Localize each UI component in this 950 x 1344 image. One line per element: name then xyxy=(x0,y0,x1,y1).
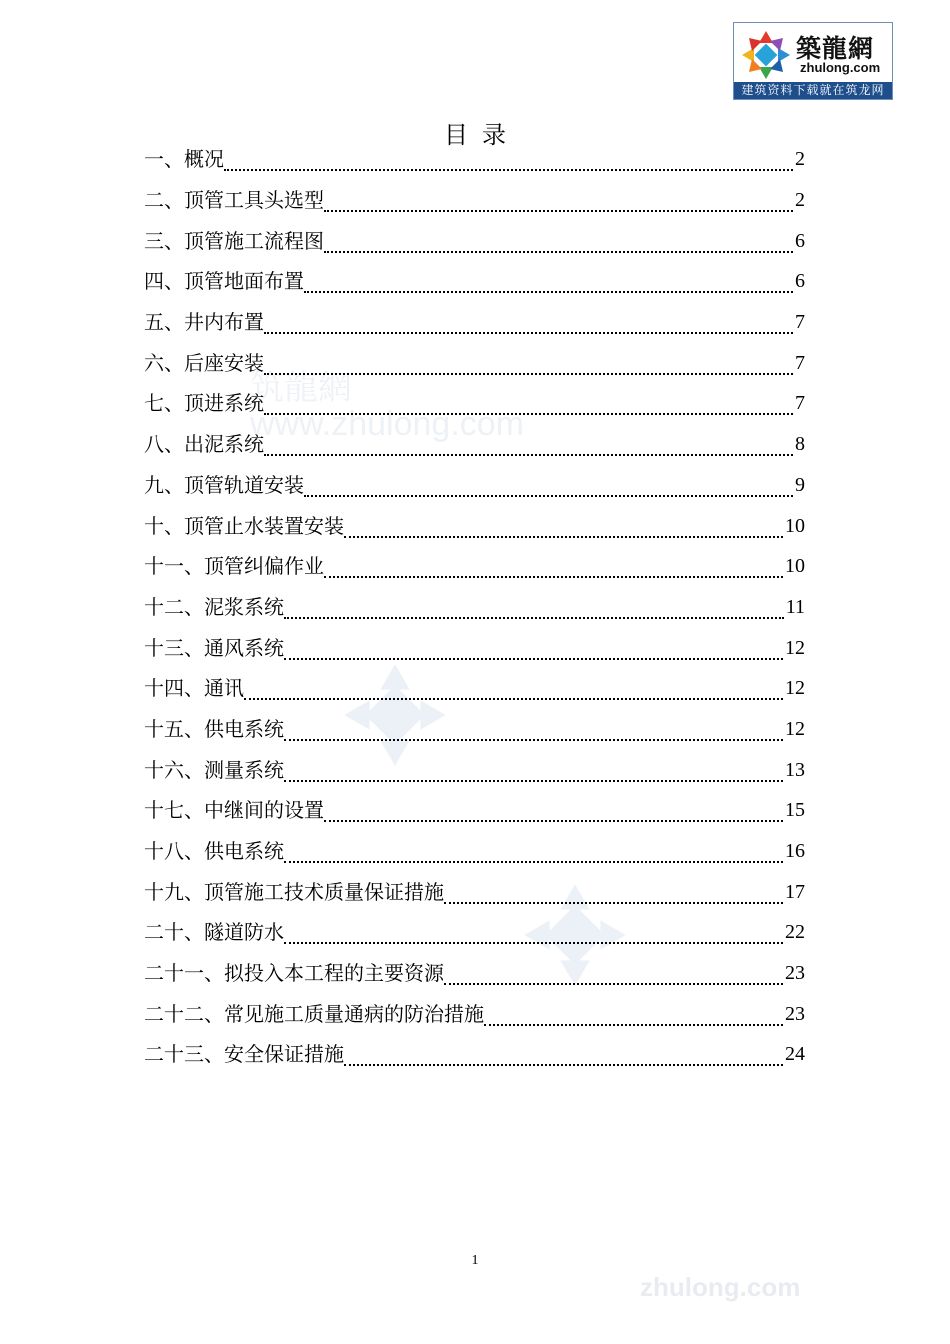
toc-entry[interactable] xyxy=(144,383,805,424)
toc-dot-leader xyxy=(304,267,793,293)
toc-entry-label: 一、概况 xyxy=(144,147,224,172)
toc-dot-leader xyxy=(244,674,783,700)
toc-dot-leader xyxy=(284,715,783,741)
toc-entry-label: 九、顶管轨道安装 xyxy=(144,472,304,497)
toc-entry-label: 三、顶管施工流程图 xyxy=(144,228,324,253)
toc-dot-leader xyxy=(444,959,783,985)
toc-entry[interactable] xyxy=(144,790,805,831)
toc-entry-label: 十一、顶管纠偏作业 xyxy=(144,554,324,579)
toc-entry-page: 16 xyxy=(785,840,805,863)
toc-entry-label: 八、出泥系统 xyxy=(144,432,264,457)
toc-entry-label: 四、顶管地面布置 xyxy=(144,269,304,294)
toc-entry[interactable] xyxy=(144,505,805,546)
toc-dot-leader xyxy=(344,512,783,538)
toc-entry-label: 二十、隧道防水 xyxy=(144,920,284,945)
toc-entry-label: 十六、测量系统 xyxy=(144,757,284,782)
toc-entry[interactable] xyxy=(144,709,805,750)
toc-dot-leader xyxy=(284,918,783,944)
flower-logo-icon xyxy=(740,29,792,81)
toc-entry-label: 十九、顶管施工技术质量保证措施 xyxy=(144,879,444,904)
toc-dot-leader xyxy=(324,186,793,212)
toc-dot-leader xyxy=(284,593,784,619)
toc-entry-page: 6 xyxy=(795,270,805,293)
toc-dot-leader xyxy=(344,1040,783,1066)
toc-entry-label: 二十三、安全保证措施 xyxy=(144,1042,344,1067)
toc-entry-page: 11 xyxy=(785,595,805,618)
toc-entry-page: 7 xyxy=(795,351,805,374)
toc-entry-page: 17 xyxy=(785,880,805,903)
toc-entry[interactable] xyxy=(144,220,805,261)
toc-entry-page: 10 xyxy=(785,555,805,578)
toc-entry-page: 9 xyxy=(795,473,805,496)
toc-dot-leader xyxy=(304,471,793,497)
watermark-url: www.zhulong.com xyxy=(250,405,525,443)
toc-entry[interactable] xyxy=(144,180,805,221)
toc-entry-page: 12 xyxy=(785,677,805,700)
logo-brand-cn: 築龍網 xyxy=(796,34,875,63)
watermark-brand: 筑龍網 xyxy=(250,369,352,407)
toc-entry-page: 22 xyxy=(785,921,805,944)
toc-entry-label: 二十二、常见施工质量通病的防治措施 xyxy=(144,1001,484,1026)
toc-title: 目录 xyxy=(444,121,520,149)
toc-entry[interactable] xyxy=(144,993,805,1034)
toc-entry[interactable] xyxy=(144,912,805,953)
toc-dot-leader xyxy=(284,756,783,782)
toc-entry[interactable] xyxy=(144,465,805,506)
toc-entry-label: 二十一、拟投入本工程的主要资源 xyxy=(144,961,444,986)
toc-dot-leader xyxy=(284,634,783,660)
toc-entry-page: 6 xyxy=(795,229,805,252)
toc-entry[interactable] xyxy=(144,261,805,302)
toc-entry[interactable] xyxy=(144,668,805,709)
toc-entry-label: 十四、通讯 xyxy=(144,676,244,701)
toc-entry-page: 23 xyxy=(785,962,805,985)
toc-entry-page: 12 xyxy=(785,717,805,740)
toc-dot-leader xyxy=(444,878,783,904)
logo-brand-en: zhulong.com xyxy=(800,60,881,75)
toc-entry[interactable] xyxy=(144,1034,805,1075)
toc-dot-leader xyxy=(484,1000,783,1026)
toc-entry-page: 24 xyxy=(785,1043,805,1066)
toc-entry[interactable] xyxy=(144,342,805,383)
toc-entry-label: 十五、供电系统 xyxy=(144,716,284,741)
toc-entry-page: 12 xyxy=(785,636,805,659)
toc-dot-leader xyxy=(324,552,783,578)
toc-dot-leader xyxy=(224,145,793,171)
toc-dot-leader xyxy=(264,349,793,375)
toc-entry[interactable] xyxy=(144,953,805,994)
toc-entry-label: 五、井内布置 xyxy=(144,310,264,335)
toc-entry-page: 2 xyxy=(795,189,805,212)
toc-list xyxy=(144,139,805,1075)
toc-entry[interactable] xyxy=(144,749,805,790)
toc-dot-leader xyxy=(284,837,783,863)
toc-entry[interactable] xyxy=(144,831,805,872)
toc-entry-page: 7 xyxy=(795,311,805,334)
toc-entry-label: 十、顶管止水装置安装 xyxy=(144,513,344,538)
toc-entry-page: 23 xyxy=(785,1002,805,1025)
toc-entry-page: 7 xyxy=(795,392,805,415)
page-number: 1 xyxy=(471,1253,479,1268)
toc-entry-label: 二、顶管工具头选型 xyxy=(144,188,324,213)
toc-entry-page: 10 xyxy=(785,514,805,537)
zhulong-logo xyxy=(733,22,893,100)
toc-entry-label: 六、后座安装 xyxy=(144,350,264,375)
toc-dot-leader xyxy=(264,389,793,415)
toc-entry-label: 十七、中继间的设置 xyxy=(144,798,324,823)
footer-watermark: zhulong.com xyxy=(640,1272,801,1302)
toc-dot-leader xyxy=(264,430,793,456)
toc-dot-leader xyxy=(264,308,793,334)
toc-entry[interactable] xyxy=(144,424,805,465)
toc-entry[interactable] xyxy=(144,139,805,180)
toc-entry-page: 8 xyxy=(795,433,805,456)
toc-entry[interactable] xyxy=(144,546,805,587)
toc-entry[interactable] xyxy=(144,871,805,912)
toc-dot-leader xyxy=(324,796,783,822)
logo-tagline: 建筑资料下载就在筑龙网 xyxy=(734,82,892,99)
toc-entry-label: 七、顶进系统 xyxy=(144,391,264,416)
toc-entry[interactable] xyxy=(144,302,805,343)
toc-entry[interactable] xyxy=(144,627,805,668)
toc-entry[interactable] xyxy=(144,587,805,628)
toc-entry-page: 15 xyxy=(785,799,805,822)
toc-entry-label: 十三、通风系统 xyxy=(144,635,284,660)
toc-dot-leader xyxy=(324,227,793,253)
toc-entry-label: 十二、泥浆系统 xyxy=(144,594,284,619)
toc-entry-label: 十八、供电系统 xyxy=(144,839,284,864)
toc-entry-page: 13 xyxy=(785,758,805,781)
toc-entry-page: 2 xyxy=(795,148,805,171)
